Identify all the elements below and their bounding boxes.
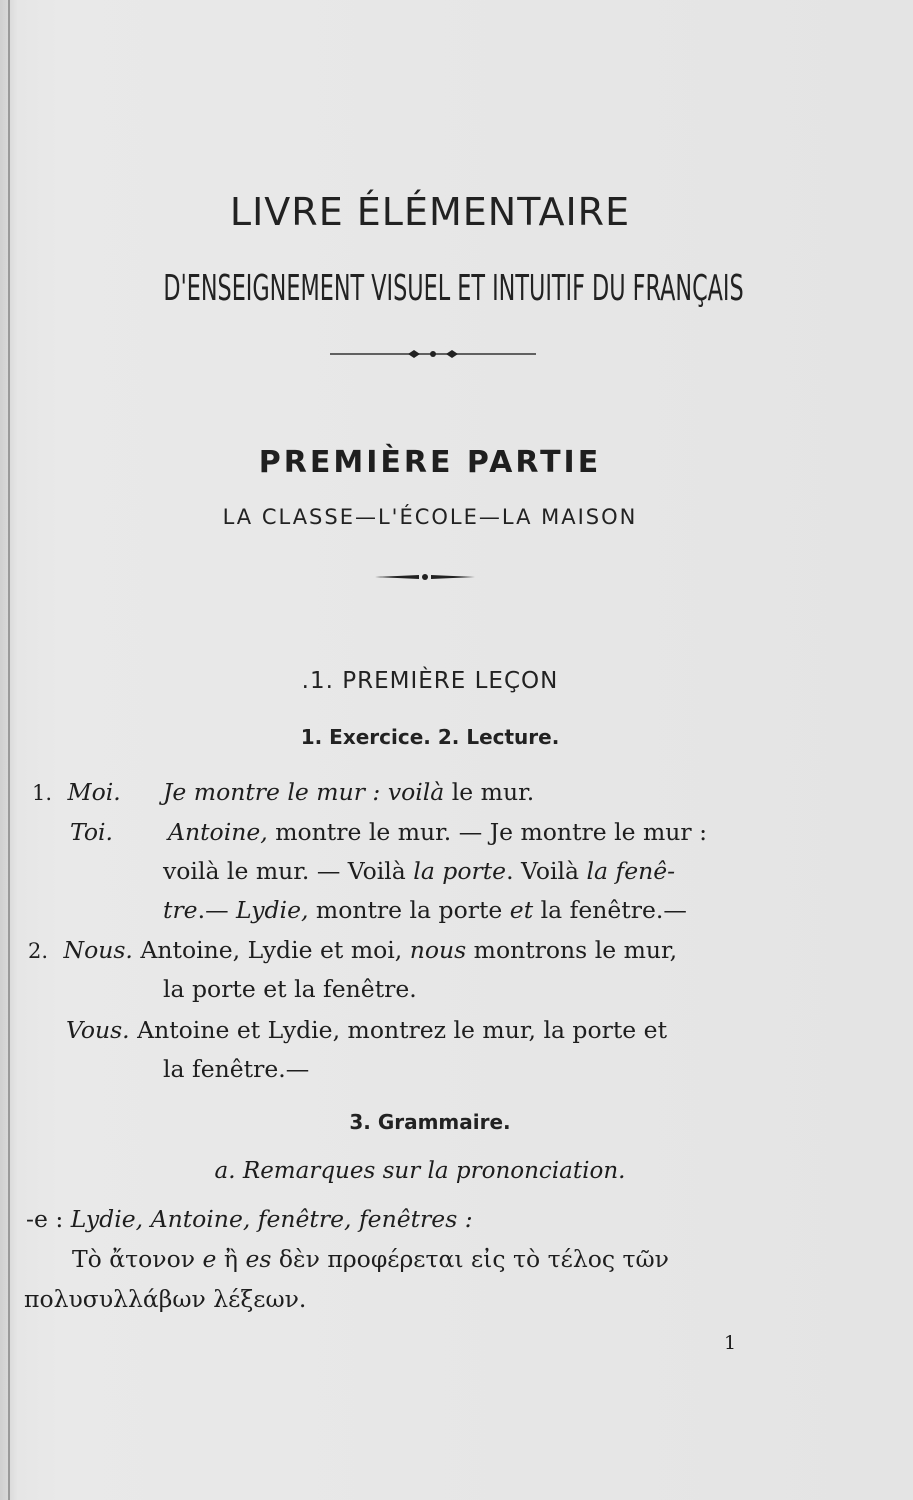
line-1 bbox=[32, 778, 121, 806]
text-span: ἢ bbox=[216, 1245, 246, 1273]
italic-span: et bbox=[509, 896, 534, 924]
italic-span: tre bbox=[163, 896, 198, 924]
italic-span: la fenê- bbox=[586, 857, 676, 885]
grammar-remarks: a. Remarques sur la prononciation. bbox=[214, 1158, 626, 1184]
line-4-text bbox=[163, 896, 687, 924]
line-7 bbox=[66, 1016, 667, 1044]
ornament-divider bbox=[330, 347, 536, 361]
rule-line bbox=[26, 1205, 473, 1233]
text-span: Τὸ ἄτονον bbox=[72, 1245, 203, 1273]
text-span: Antoine, Lydie et moi, bbox=[132, 936, 410, 964]
italic-span: e bbox=[202, 1245, 217, 1273]
text-span: montrons le mur, bbox=[466, 936, 678, 964]
text-span: .— bbox=[197, 896, 237, 924]
line-5 bbox=[28, 936, 677, 964]
book-subtitle: D'ENSEIGNEMENT VISUEL ET INTUITIF DU FRANÇAIS bbox=[163, 268, 744, 309]
greek-line-1 bbox=[72, 1245, 669, 1273]
italic-span: es bbox=[245, 1245, 272, 1273]
line-2-text bbox=[168, 818, 707, 846]
italic-span: Lydie, Antoine, fenêtre, fenêtres : bbox=[70, 1205, 473, 1233]
text-span: le mur. bbox=[444, 778, 535, 806]
text-span: voilà le mur. — Voilà bbox=[163, 857, 414, 885]
part-title: PREMIÈRE PARTIE bbox=[258, 445, 602, 480]
text-span: la fenêtre.— bbox=[533, 896, 687, 924]
italic-span: Lydie, bbox=[236, 896, 309, 924]
italic-span: la porte bbox=[413, 857, 507, 885]
text-span: δὲν προφέρεται εἰς τὸ τέλος τῶν bbox=[271, 1245, 669, 1273]
line-8-text: la fenêtre.— bbox=[163, 1055, 310, 1083]
speaker-label: Moi. bbox=[67, 778, 121, 806]
ornament-small bbox=[375, 570, 475, 584]
part-subtitle: LA CLASSE—L'ÉCOLE—LA MAISON bbox=[222, 505, 638, 529]
text-span: Antoine et Lydie, montrez le mur, la porte et bbox=[129, 1016, 668, 1044]
speaker-label: Vous. bbox=[66, 1016, 130, 1044]
item-number: 2. bbox=[28, 939, 49, 963]
speaker-label: Toi. bbox=[70, 818, 113, 846]
speaker-label: Nous. bbox=[63, 936, 133, 964]
italic-span: Antoine, bbox=[168, 818, 268, 846]
text-span: -e : bbox=[26, 1205, 71, 1233]
line-6-text: la porte et la fenêtre. bbox=[163, 975, 417, 1003]
text-span: montre la porte bbox=[308, 896, 510, 924]
greek-line-2: πολυσυλλάβων λέξεων. bbox=[24, 1285, 307, 1313]
page-number: 1 bbox=[724, 1332, 737, 1354]
line-1-text bbox=[163, 778, 534, 806]
text-span: montre le mur. — Je montre le mur : bbox=[267, 818, 708, 846]
book-title: LIVRE ÉLÉMENTAIRE bbox=[229, 190, 631, 234]
lesson-title: .1. PREMIÈRE LEÇON bbox=[301, 668, 559, 694]
grammar-title: 3. Grammaire. bbox=[349, 1110, 511, 1134]
text-span: . Voilà bbox=[506, 857, 587, 885]
lesson-sections: 1. Exercice. 2. Lecture. bbox=[300, 725, 560, 749]
line-3-text bbox=[163, 857, 675, 885]
item-number: 1. bbox=[32, 781, 53, 805]
italic-span: nous bbox=[409, 936, 467, 964]
italic-span: Je montre le mur : voilà bbox=[163, 778, 445, 806]
